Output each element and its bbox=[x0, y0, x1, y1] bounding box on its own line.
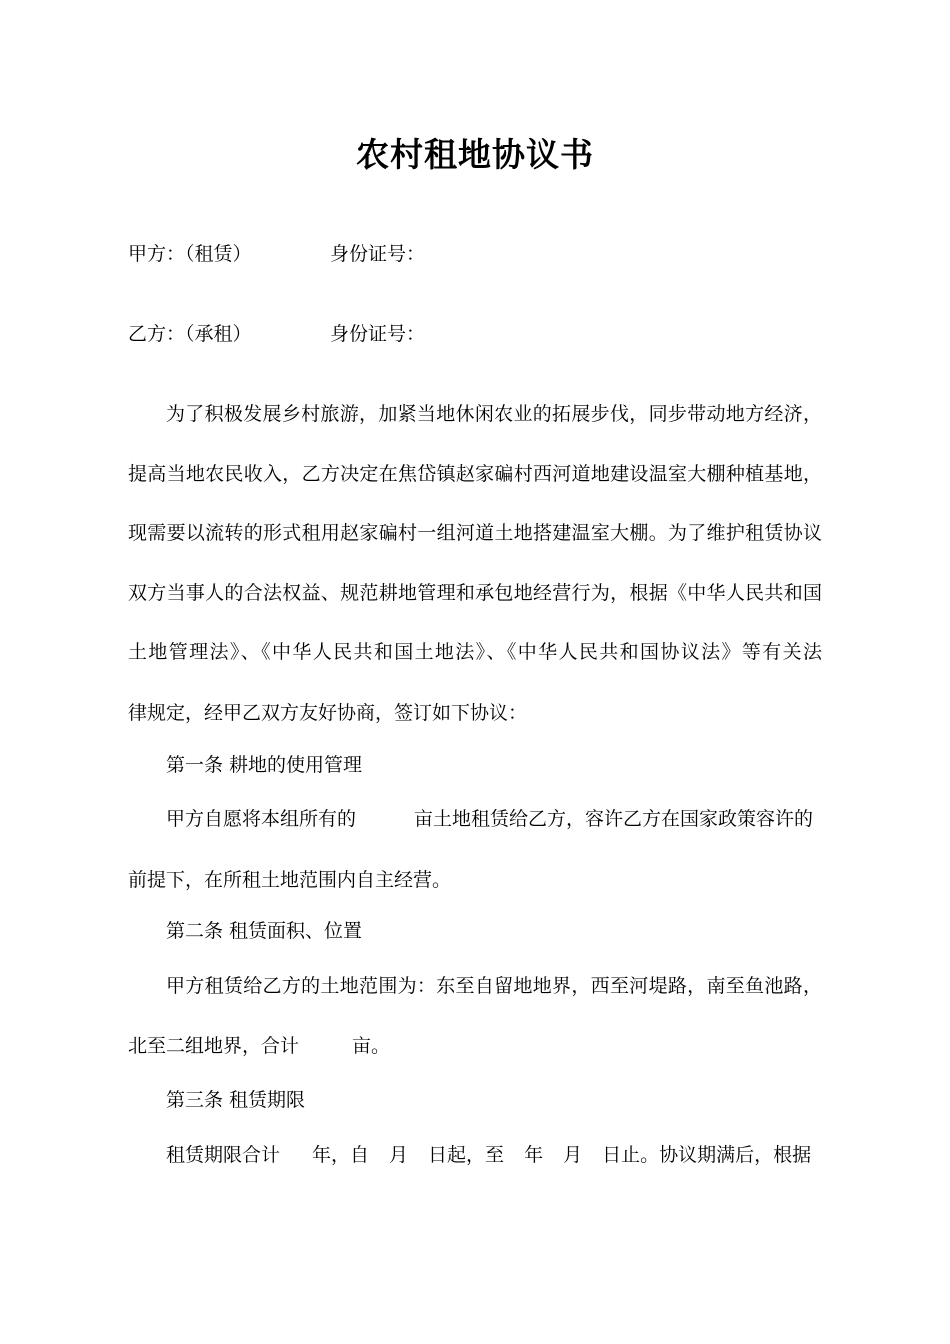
article-3-seg-4: 日起，至 bbox=[428, 1144, 505, 1166]
article-2-text-a: 北至二组地界，合计 bbox=[128, 1035, 300, 1057]
preamble-line-5: 土地管理法》、《中华人民共和国土地法》、《中华人民共和国协议法》等有关法 bbox=[128, 641, 822, 663]
article-3-seg-5: 年 bbox=[524, 1144, 544, 1166]
document-title: 农村租地协议书 bbox=[356, 135, 594, 174]
article-2-line-1: 甲方租赁给乙方的土地范围为：东至自留地地界，西至河堤路，南至鱼池路， bbox=[166, 975, 822, 997]
preamble-line-6: 律规定，经甲乙双方友好协商，签订如下协议： bbox=[128, 702, 528, 724]
article-2-line-2 bbox=[128, 1033, 390, 1059]
article-3-heading: 第三条 租赁期限 bbox=[166, 1089, 306, 1111]
article-2-heading: 第二条 租赁面积、位置 bbox=[166, 920, 363, 942]
article-3-seg-6: 月 bbox=[563, 1144, 583, 1166]
preamble-line-1: 为了积极发展乡村旅游，加紧当地休闲农业的拓展步伐，同步带动地方经济， bbox=[166, 403, 822, 425]
article-1-line-2: 前提下，在所租土地范围内自主经营。 bbox=[128, 869, 452, 891]
party-b-row bbox=[128, 321, 252, 347]
party-a-id-label: 身份证号： bbox=[330, 243, 426, 265]
article-3-seg-1: 租赁期限合计 bbox=[166, 1144, 281, 1166]
party-a-label: 甲方：（租赁） bbox=[128, 243, 252, 265]
article-3-seg-2: 年，自 bbox=[312, 1144, 370, 1166]
preamble-line-2: 提高当地农民收入，乙方决定在焦岱镇赵家碥村西河道地建设温室大棚种植基地， bbox=[128, 463, 822, 485]
party-b-label: 乙方：（承租） bbox=[128, 323, 252, 345]
article-1-text-b: 亩土地租赁给乙方，容许乙方在国家政策容许的 bbox=[414, 808, 814, 830]
party-b-id-label: 身份证号： bbox=[330, 323, 426, 345]
article-1-line-1 bbox=[166, 806, 813, 832]
article-3-line-1 bbox=[166, 1142, 811, 1168]
party-a-row bbox=[128, 241, 252, 267]
article-3-seg-3: 月 bbox=[389, 1144, 409, 1166]
article-1-text-a: 甲方自愿将本组所有的 bbox=[166, 808, 357, 830]
preamble-line-4: 双方当事人的合法权益、规范耕地管理和承包地经营行为，根据《中华人民共和国 bbox=[128, 582, 822, 604]
article-2-text-b: 亩。 bbox=[352, 1035, 391, 1057]
article-1-heading: 第一条 耕地的使用管理 bbox=[166, 754, 363, 776]
preamble-line-3: 现需要以流转的形式租用赵家碥村一组河道土地搭建温室大棚。为了维护租赁协议 bbox=[128, 522, 822, 544]
article-3-seg-7: 日止。协议期满后，根据 bbox=[602, 1144, 812, 1166]
